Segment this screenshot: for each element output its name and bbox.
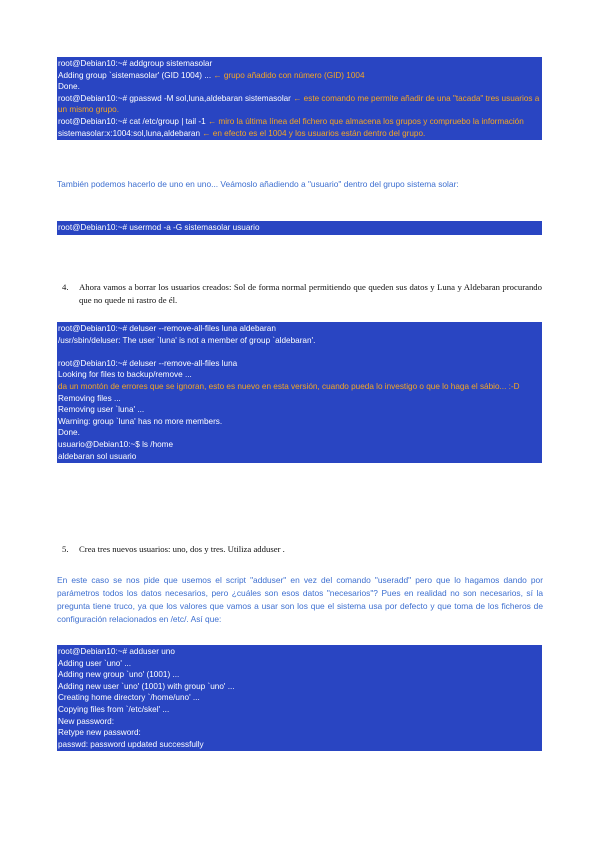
terminal-line: Retype new password: [58, 728, 141, 738]
item-number: 4. [62, 282, 69, 292]
terminal-line: New password: [58, 716, 114, 726]
annotation-comment: ← este comando me permite añadir de una "tacada" tres usuarios a un mismo grupo. [58, 93, 540, 115]
terminal-line [57, 70, 542, 82]
terminal-line: Creating home directory `/home/uno' ... [58, 693, 200, 703]
command-text: root@Debian10:~# gpasswd -M sol,luna,aldebaran sistemasolar [58, 93, 291, 103]
terminal-line [57, 128, 542, 140]
terminal-line: Copying files from `/etc/skel' ... [58, 704, 170, 714]
terminal-line: Removing user `luna' ... [58, 405, 145, 415]
explanatory-note: También podemos hacerlo de uno en uno... Veámoslo añadiendo a "usuario" dentro del grupo sistema solar: [57, 179, 459, 189]
item-text: Ahora vamos a borrar los usuarios creados: Sol de forma normal permitiendo que queden sus datos y Luna y Aldebaran procurando que no quede ni rastro de él. [79, 282, 542, 305]
terminal-line: passwd: password updated successfully [58, 739, 204, 749]
terminal-line: root@Debian10:~# addgroup sistemasolar [58, 59, 213, 68]
terminal-block-usermod [57, 221, 542, 235]
item-number: 5. [62, 544, 69, 554]
terminal-line: root@Debian10:~# usermod -a -G sistemasolar usuario [58, 223, 260, 232]
terminal-line [57, 93, 542, 116]
terminal-line: usuario@Debian10:~$ ls /home [58, 439, 174, 449]
terminal-line: Looking for files to backup/remove ... [58, 370, 192, 380]
terminal-block-adduser [57, 645, 542, 751]
annotation-comment: ← en efecto es el 1004 y los usuarios están dentro del grupo. [202, 128, 426, 138]
terminal-block-addgroup [57, 57, 542, 140]
terminal-line: Warning: group `luna' has no more members. [58, 416, 223, 426]
terminal-line: Done. [58, 428, 80, 438]
explanatory-note: En este caso se nos pide que usemos el script "adduser" en vez del comando "useradd" pero que lo hagamos dando por parámetros todos los datos necesarios, pero ¿cuáles son esos datos "necesarios"? Pues en realidad no son necesarios, sí la pregunta tiene truco, ya que los valores que vamos a usar son los que el sistema usa por defecto y que toma de los ficheros de configuración relacionados en /etc/. Así que: [57, 575, 543, 624]
terminal-line: Removing files ... [58, 393, 121, 403]
terminal-line: Done. [58, 82, 80, 92]
annotation-comment: ← miro la última línea del fichero que almacena los grupos y compruebo la información [207, 116, 524, 126]
command-text: root@Debian10:~# cat /etc/group | tail -1 [58, 116, 206, 126]
terminal-line: Adding new user `uno' (1001) with group `uno' ... [58, 681, 235, 691]
terminal-line: Adding user `uno' ... [58, 658, 132, 668]
command-output: Adding group `sistemasolar' (GID 1004) ... [58, 70, 212, 80]
terminal-line: root@Debian10:~# deluser --remove-all-files luna aldebaran [58, 324, 276, 333]
terminal-line: /usr/sbin/deluser: The user `luna' is not a member of group `aldebaran'. [58, 335, 316, 345]
terminal-line [57, 116, 542, 128]
terminal-line: root@Debian10:~# adduser uno [58, 647, 175, 656]
terminal-line: aldebaran sol usuario [58, 451, 137, 461]
annotation-comment: ← grupo añadido con número (GID) 1004 [213, 70, 365, 80]
item-text: Crea tres nuevos usuarios: uno, dos y tres. Utiliza adduser . [79, 544, 285, 554]
blank-line [57, 346, 542, 358]
terminal-line: root@Debian10:~# deluser --remove-all-files luna [58, 358, 238, 368]
terminal-block-deluser [57, 322, 542, 463]
annotation-comment: da un montón de errores que se ignoran, esto es nuevo en esta versión, cuando pueda lo investigo o que lo haga el sábio... :-D [58, 381, 520, 391]
terminal-line: Adding new group `uno' (1001) ... [58, 670, 180, 680]
command-output: sistemasolar:x:1004:sol,luna,aldebaran [58, 128, 201, 138]
